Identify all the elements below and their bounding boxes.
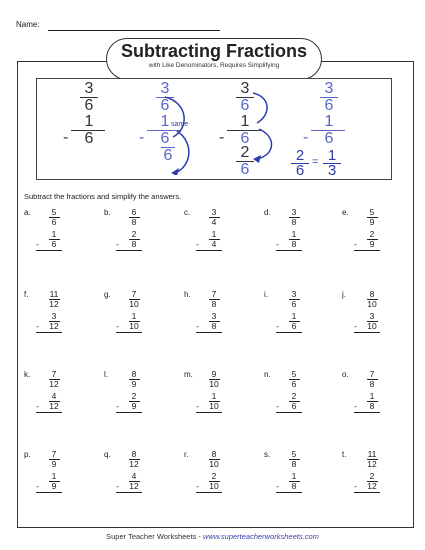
minus-sign: - bbox=[116, 321, 119, 331]
numerator: 5 bbox=[369, 207, 375, 217]
first-fraction bbox=[44, 290, 64, 309]
numerator: 1 bbox=[51, 471, 57, 481]
problem-label: r. bbox=[184, 450, 189, 459]
problem-label: i. bbox=[264, 290, 268, 299]
footer-link[interactable]: www.superteacherworksheets.com bbox=[202, 532, 319, 541]
numerator: 3 bbox=[291, 289, 297, 299]
denominator: 8 bbox=[131, 217, 137, 227]
first-fraction bbox=[284, 208, 304, 227]
denominator: 12 bbox=[49, 401, 59, 411]
numerator: 6 bbox=[131, 207, 137, 217]
minus-sign: - bbox=[116, 481, 119, 491]
numerator: 5 bbox=[291, 369, 297, 379]
answer-line[interactable] bbox=[276, 250, 302, 251]
denominator: 10 bbox=[209, 481, 219, 491]
first-fraction bbox=[362, 450, 382, 469]
same-note: same bbox=[171, 121, 189, 128]
numerator: 9 bbox=[211, 369, 217, 379]
problem-item bbox=[342, 208, 402, 268]
minus-sign: - bbox=[276, 401, 279, 411]
numerator: 3 bbox=[369, 311, 375, 321]
denominator: 8 bbox=[131, 239, 137, 249]
first-fraction bbox=[124, 290, 144, 309]
denominator: 10 bbox=[129, 321, 139, 331]
denominator: 6 bbox=[84, 97, 94, 114]
second-fraction bbox=[44, 312, 64, 331]
numerator: 8 bbox=[211, 449, 217, 459]
denominator: 10 bbox=[209, 401, 219, 411]
second-fraction bbox=[44, 230, 64, 249]
answer-line[interactable] bbox=[36, 412, 62, 413]
minus-sign: - bbox=[36, 401, 39, 411]
minus-sign: - bbox=[219, 129, 225, 146]
arrow-icon bbox=[249, 89, 289, 169]
denominator: 9 bbox=[51, 481, 57, 491]
example-box bbox=[36, 78, 392, 180]
numerator: 2 bbox=[211, 471, 217, 481]
second-fraction bbox=[124, 392, 144, 411]
minus-sign: - bbox=[36, 321, 39, 331]
numerator: 7 bbox=[211, 289, 217, 299]
answer-line[interactable] bbox=[196, 250, 222, 251]
problem-item bbox=[264, 370, 324, 430]
problem-label: b. bbox=[104, 208, 111, 217]
minus-sign: - bbox=[139, 129, 145, 146]
answer-line[interactable] bbox=[116, 412, 142, 413]
example-step-1 bbox=[59, 81, 119, 147]
numerator: 1 bbox=[240, 113, 250, 130]
problem-label: j. bbox=[342, 290, 346, 299]
numerator: 1 bbox=[211, 391, 217, 401]
denominator: 9 bbox=[51, 459, 57, 469]
minus-sign: - bbox=[354, 239, 357, 249]
answer-line[interactable] bbox=[196, 412, 222, 413]
problem-label: t. bbox=[342, 450, 347, 459]
denominator: 12 bbox=[49, 379, 59, 389]
problem-label: d. bbox=[264, 208, 271, 217]
problem-label: n. bbox=[264, 370, 271, 379]
answer-line[interactable] bbox=[116, 332, 142, 333]
problem-label: m. bbox=[184, 370, 193, 379]
page-subtitle: with Like Denominators, Requires Simplifying bbox=[148, 62, 280, 69]
denominator: 6 bbox=[291, 299, 297, 309]
first-fraction bbox=[362, 290, 382, 309]
problem-label: g. bbox=[104, 290, 111, 299]
page-title: Subtracting Fractions bbox=[120, 41, 308, 61]
problem-item bbox=[184, 290, 244, 350]
answer-line[interactable] bbox=[36, 250, 62, 251]
numerator: 3 bbox=[211, 207, 217, 217]
numerator: 2 bbox=[369, 471, 375, 481]
denominator: 6 bbox=[291, 379, 297, 389]
denominator: 9 bbox=[369, 239, 375, 249]
numerator: 8 bbox=[131, 369, 137, 379]
denominator: 12 bbox=[129, 481, 139, 491]
first-fraction bbox=[124, 370, 144, 389]
first-fraction bbox=[124, 208, 144, 227]
second-fraction bbox=[362, 472, 382, 491]
first-fraction bbox=[204, 208, 224, 227]
numerator: 2 bbox=[291, 391, 297, 401]
denominator: 12 bbox=[367, 459, 377, 469]
second-fraction bbox=[44, 392, 64, 411]
numerator: 7 bbox=[51, 369, 57, 379]
numerator: 1 bbox=[84, 113, 94, 130]
numerator: 11 bbox=[49, 289, 59, 299]
problem-label: l. bbox=[104, 370, 108, 379]
problem-item bbox=[104, 290, 164, 350]
denominator: 6 bbox=[51, 217, 57, 227]
answer-line[interactable] bbox=[196, 332, 222, 333]
arrow-icon bbox=[155, 91, 195, 175]
denominator: 9 bbox=[369, 217, 375, 227]
minus-sign: - bbox=[354, 321, 357, 331]
equals-sign: = bbox=[312, 156, 319, 168]
second-fraction bbox=[284, 392, 304, 411]
minus-sign: - bbox=[63, 129, 69, 146]
denominator: 6 bbox=[240, 97, 250, 114]
minus-sign: - bbox=[276, 239, 279, 249]
denominator: 10 bbox=[367, 299, 377, 309]
denominator: 6 bbox=[84, 130, 94, 147]
answer-line[interactable] bbox=[354, 332, 380, 333]
second-fraction bbox=[284, 312, 304, 331]
denominator: 8 bbox=[291, 481, 297, 491]
denominator: 10 bbox=[209, 379, 219, 389]
numerator: 5 bbox=[51, 207, 57, 217]
denominator: 12 bbox=[49, 299, 59, 309]
denominator: 8 bbox=[291, 239, 297, 249]
numerator: 3 bbox=[160, 80, 170, 97]
numerator: 7 bbox=[51, 449, 57, 459]
minus-sign: - bbox=[276, 321, 279, 331]
denominator: 8 bbox=[369, 401, 375, 411]
denominator: 8 bbox=[369, 379, 375, 389]
minus-sign: - bbox=[196, 401, 199, 411]
problem-label: k. bbox=[24, 370, 31, 379]
numerator: 8 bbox=[369, 289, 375, 299]
first-fraction bbox=[284, 450, 304, 469]
second-fraction bbox=[284, 230, 304, 249]
denominator: 6 bbox=[160, 130, 170, 147]
denominator: 6 bbox=[51, 239, 57, 249]
problem-item bbox=[184, 208, 244, 268]
answer-line[interactable] bbox=[36, 492, 62, 493]
denominator: 10 bbox=[129, 299, 139, 309]
result-denominator: 6 bbox=[295, 162, 305, 179]
answer-line[interactable] bbox=[354, 492, 380, 493]
result-denominator: 6 bbox=[240, 161, 250, 178]
problem-item bbox=[184, 370, 244, 430]
numerator: 3 bbox=[211, 311, 217, 321]
simplified-denominator: 3 bbox=[327, 162, 337, 179]
name-label: Name: bbox=[16, 20, 40, 29]
denominator: 4 bbox=[211, 239, 217, 249]
problem-item bbox=[104, 370, 164, 430]
answer-line[interactable] bbox=[354, 250, 380, 251]
answer-line[interactable] bbox=[354, 412, 380, 413]
denominator: 12 bbox=[129, 459, 139, 469]
first-fraction bbox=[44, 208, 64, 227]
example-step-4 bbox=[299, 81, 359, 147]
second-fraction bbox=[284, 472, 304, 491]
problem-label: o. bbox=[342, 370, 349, 379]
problem-label: s. bbox=[264, 450, 271, 459]
problem-label: f. bbox=[24, 290, 29, 299]
minus-sign: - bbox=[196, 481, 199, 491]
problem-item bbox=[24, 450, 84, 510]
minus-sign: - bbox=[354, 401, 357, 411]
problem-item bbox=[184, 450, 244, 510]
second-fraction bbox=[204, 312, 224, 331]
minus-sign: - bbox=[116, 239, 119, 249]
numerator: 2 bbox=[131, 229, 137, 239]
problem-item bbox=[342, 450, 402, 510]
numerator: 1 bbox=[291, 229, 297, 239]
denominator: 9 bbox=[131, 379, 137, 389]
first-fraction bbox=[124, 450, 144, 469]
numerator: 1 bbox=[291, 471, 297, 481]
second-fraction bbox=[362, 230, 382, 249]
denominator: 9 bbox=[131, 401, 137, 411]
first-fraction bbox=[44, 370, 64, 389]
result-numerator: 2 bbox=[295, 147, 305, 164]
numerator: 1 bbox=[324, 113, 334, 130]
denominator: 6 bbox=[240, 130, 250, 147]
answer-line[interactable] bbox=[116, 492, 142, 493]
first-fraction bbox=[284, 370, 304, 389]
second-fraction bbox=[124, 312, 144, 331]
denominator: 10 bbox=[367, 321, 377, 331]
first-fraction bbox=[362, 370, 382, 389]
numerator: 4 bbox=[51, 391, 57, 401]
first-fraction bbox=[204, 290, 224, 309]
denominator: 6 bbox=[324, 97, 334, 114]
minus-sign: - bbox=[196, 239, 199, 249]
problem-label: q. bbox=[104, 450, 111, 459]
first-fraction bbox=[204, 370, 224, 389]
denominator: 10 bbox=[209, 459, 219, 469]
minus-sign: - bbox=[303, 129, 309, 146]
numerator: 3 bbox=[240, 80, 250, 97]
problem-item bbox=[264, 208, 324, 268]
minus-sign: - bbox=[276, 481, 279, 491]
problem-item bbox=[104, 450, 164, 510]
numerator: 2 bbox=[369, 229, 375, 239]
title-banner bbox=[106, 38, 322, 80]
problem-item bbox=[104, 208, 164, 268]
denominator: 6 bbox=[324, 130, 334, 147]
problem-label: c. bbox=[184, 208, 191, 217]
answer-line[interactable] bbox=[276, 412, 302, 413]
denominator: 4 bbox=[211, 217, 217, 227]
problem-item bbox=[342, 290, 402, 350]
problem-label: p. bbox=[24, 450, 31, 459]
problem-item bbox=[24, 208, 84, 268]
problem-label: e. bbox=[342, 208, 349, 217]
first-fraction bbox=[284, 290, 304, 309]
first-fraction bbox=[204, 450, 224, 469]
minus-sign: - bbox=[354, 481, 357, 491]
problem-item bbox=[24, 370, 84, 430]
denominator: 8 bbox=[291, 217, 297, 227]
numerator: 1 bbox=[369, 391, 375, 401]
simplified-numerator: 1 bbox=[327, 147, 337, 164]
second-fraction bbox=[124, 230, 144, 249]
answer-line[interactable] bbox=[196, 492, 222, 493]
denominator: 12 bbox=[49, 321, 59, 331]
numerator: 1 bbox=[160, 113, 170, 130]
numerator: 1 bbox=[51, 229, 57, 239]
numerator: 1 bbox=[131, 311, 137, 321]
numerator: 1 bbox=[291, 311, 297, 321]
problem-label: a. bbox=[24, 208, 31, 217]
answer-line[interactable] bbox=[116, 250, 142, 251]
problem-item bbox=[342, 370, 402, 430]
numerator: 7 bbox=[131, 289, 137, 299]
second-fraction bbox=[362, 392, 382, 411]
denominator: 6 bbox=[291, 401, 297, 411]
minus-sign: - bbox=[36, 239, 39, 249]
numerator: 1 bbox=[211, 229, 217, 239]
denominator: 8 bbox=[211, 321, 217, 331]
answer-line[interactable] bbox=[276, 492, 302, 493]
result-numerator: 2 bbox=[240, 144, 250, 161]
answer-line[interactable] bbox=[276, 332, 302, 333]
second-fraction bbox=[204, 230, 224, 249]
second-fraction bbox=[44, 472, 64, 491]
denominator: 6 bbox=[163, 147, 173, 164]
problem-label: h. bbox=[184, 290, 191, 299]
denominator: 8 bbox=[211, 299, 217, 309]
numerator: 8 bbox=[131, 449, 137, 459]
numerator: 3 bbox=[84, 80, 94, 97]
second-fraction bbox=[204, 472, 224, 491]
problem-item bbox=[24, 290, 84, 350]
numerator: 11 bbox=[367, 449, 377, 459]
second-fraction bbox=[124, 472, 144, 491]
footer bbox=[0, 532, 425, 541]
minus-sign: - bbox=[36, 481, 39, 491]
answer-line[interactable] bbox=[36, 332, 62, 333]
minus-sign: - bbox=[116, 401, 119, 411]
name-field[interactable] bbox=[48, 30, 220, 31]
instructions: Subtract the fractions and simplify the answers. bbox=[24, 192, 182, 201]
numerator: 2 bbox=[131, 391, 137, 401]
denominator: 6 bbox=[291, 321, 297, 331]
second-fraction bbox=[362, 312, 382, 331]
numerator: 5 bbox=[291, 449, 297, 459]
denominator: 8 bbox=[291, 459, 297, 469]
numerator: 3 bbox=[51, 311, 57, 321]
problem-item bbox=[264, 290, 324, 350]
second-fraction bbox=[204, 392, 224, 411]
first-fraction bbox=[44, 450, 64, 469]
denominator: 12 bbox=[367, 481, 377, 491]
numerator: 4 bbox=[131, 471, 137, 481]
footer-brand: Super Teacher Worksheets - bbox=[106, 532, 203, 541]
numerator: 3 bbox=[291, 207, 297, 217]
numerator: 3 bbox=[324, 80, 334, 97]
denominator: 6 bbox=[160, 97, 170, 114]
first-fraction bbox=[362, 208, 382, 227]
problem-item bbox=[264, 450, 324, 510]
minus-sign: - bbox=[196, 321, 199, 331]
numerator: 7 bbox=[369, 369, 375, 379]
